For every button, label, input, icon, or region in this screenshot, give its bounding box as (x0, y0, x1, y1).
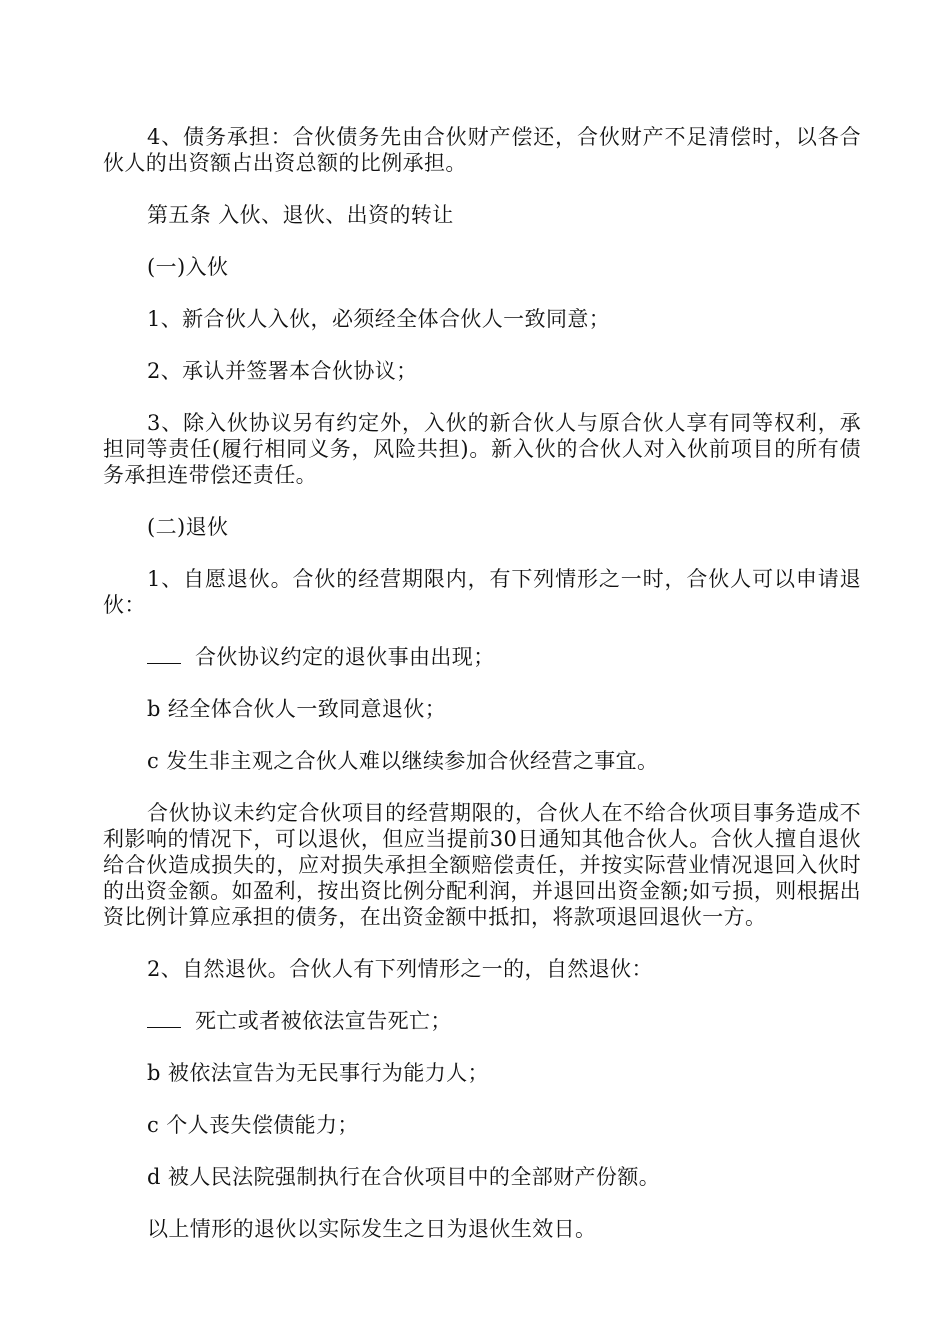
article-five-heading: 第五条 入伙、退伙、出资的转让 (147, 203, 454, 227)
section-joining-heading: (一)入伙 (147, 255, 229, 279)
natural-item-c: c 个人丧失偿债能力； (147, 1113, 359, 1137)
document-page (103, 124, 861, 1268)
joining-item-2: 2、承认并签署本合伙协议； (147, 359, 418, 383)
voluntary-withdrawal: 1、自愿退伙。合伙的经营期限内，有下列情形之一时，合伙人可以申请退伙： (103, 567, 861, 617)
voluntary-item-a-text: 合伙协议约定的退伙事由出现； (195, 645, 495, 669)
clause-debt-liability: 4、债务承担：合伙债务先由合伙财产偿还，合伙财产不足清偿时，以各合伙人的出资额占出资总额的比例承担。 (103, 125, 861, 175)
voluntary-item-c: c 发生非主观之合伙人难以继续参加合伙经营之事宜。 (147, 749, 659, 773)
blank-line (147, 645, 181, 664)
joining-item-3: 3、除入伙协议另有约定外，入伙的新合伙人与原合伙人享有同等权利，承担同等责任(履行相同义务，风险共担)。新入伙的合伙人对入伙前项目的所有债务承担连带偿还责任。 (103, 411, 861, 487)
natural-item-a (103, 1008, 861, 1034)
withdrawal-effective-date: 以上情形的退伙以实际发生之日为退伙生效日。 (147, 1217, 597, 1241)
voluntary-item-a (103, 644, 861, 670)
voluntary-item-b: b 经全体合伙人一致同意退伙； (147, 697, 447, 721)
unspecified-term-withdrawal: 合伙协议未约定合伙项目的经营期限的，合伙人在不给合伙项目事务造成不利影响的情况下，可以退伙，但应当提前30日通知其他合伙人。合伙人擅自退伙给合伙造成损失的，应对损失承担全额赔偿责任，并按实际营业情况退回入伙时的出资金额。如盈利，按出资比例分配利润，并退回出资金额;如亏损，则根据出资比例计算应承担的债务，在出资金额中抵扣，将款项退回退伙一方。 (103, 801, 861, 929)
section-withdrawal-heading: (二)退伙 (147, 515, 229, 539)
natural-item-a-text: 死亡或者被依法宣告死亡； (195, 1009, 452, 1033)
natural-withdrawal: 2、自然退伙。合伙人有下列情形之一的，自然退伙： (147, 957, 653, 981)
natural-item-d: d 被人民法院强制执行在合伙项目中的全部财产份额。 (147, 1165, 661, 1189)
blank-line (147, 1009, 181, 1028)
natural-item-b: b 被依法宣告为无民事行为能力人； (147, 1061, 489, 1085)
joining-item-1: 1、新合伙人入伙，必须经全体合伙人一致同意； (147, 307, 611, 331)
